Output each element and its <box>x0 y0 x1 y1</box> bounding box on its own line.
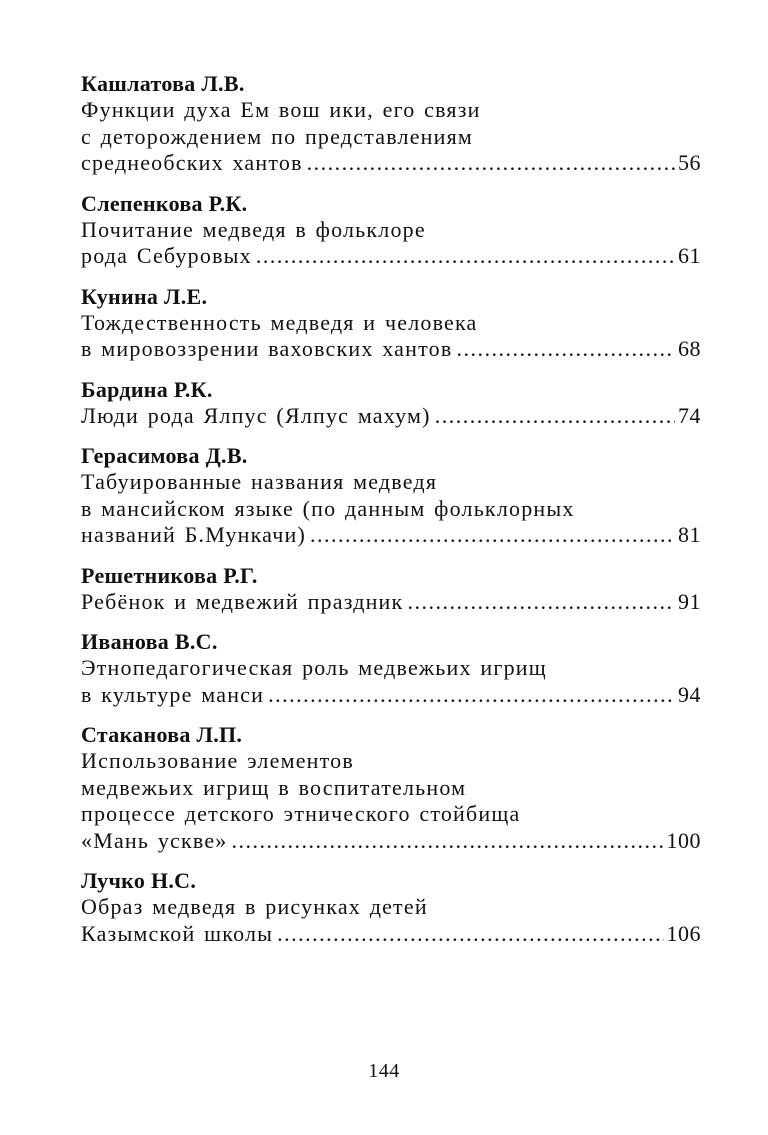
toc-entry-title-line: Тождественность медведя и человека <box>81 309 478 335</box>
toc-entry-author: Кунина Л.Е. <box>81 283 208 309</box>
toc-entry-page: 100 <box>666 827 701 853</box>
toc-entry-page: 81 <box>678 522 701 547</box>
toc-entry-title-line: с деторождением по представлениям <box>81 123 474 149</box>
toc-entry <box>81 628 701 708</box>
toc-entry-page: 68 <box>678 336 701 361</box>
toc-entry-title-line: Использование элементов <box>81 748 354 773</box>
toc-entry-author: Иванова В.С. <box>81 629 218 654</box>
toc-entry-last-line <box>81 522 701 549</box>
toc-entry-page: 61 <box>678 243 701 268</box>
page-number: 144 <box>368 1060 400 1082</box>
toc-entry <box>81 376 701 430</box>
toc-entry-last-line <box>81 403 701 430</box>
toc-entry-page: 94 <box>678 681 701 707</box>
toc-entry <box>81 562 701 616</box>
toc-entry-author: Лучко Н.С. <box>81 868 197 893</box>
toc-entry-last-line <box>81 589 701 616</box>
toc-entry-last-line <box>81 921 701 948</box>
toc-entry-author: Стаканова Л.П. <box>81 722 243 747</box>
toc-entry-title-line: Люди рода Ялпус (Ялпус махум) <box>81 402 431 428</box>
dot-leader <box>256 243 675 270</box>
toc-entry <box>81 190 701 270</box>
toc-entry-page: 74 <box>678 402 701 428</box>
toc-entry-title-line: Почитание медведя в фольклоре <box>81 216 426 242</box>
toc-entry-author: Решетникова Р.Г. <box>81 562 258 588</box>
toc-entry-title-line: Образ медведя в рисунках детей <box>81 894 428 919</box>
dot-leader <box>277 921 663 948</box>
toc-entry-author: Герасимова Д.В. <box>81 443 248 468</box>
toc-entry-page: 91 <box>678 588 701 614</box>
toc-entry-title-line: в культуре манси <box>81 681 265 707</box>
toc-entry-last-line <box>81 150 701 177</box>
table-of-contents <box>81 70 701 960</box>
toc-entry-title-line: «Мань ускве» <box>81 827 228 853</box>
dot-leader <box>456 336 675 363</box>
dot-leader <box>435 403 675 430</box>
dot-leader <box>407 589 675 616</box>
toc-entry-page: 106 <box>666 920 701 946</box>
toc-entry-title-line: Табуированные названия медведя <box>81 469 438 494</box>
toc-entry-title-line: названий Б.Мункачи) <box>81 522 307 547</box>
toc-entry-page: 56 <box>678 150 701 175</box>
toc-entry-title-line: среднеобских хантов <box>81 150 303 175</box>
dot-leader <box>232 828 664 855</box>
dot-leader <box>310 522 675 549</box>
toc-entry <box>81 70 701 177</box>
toc-entry-title-line: в мировоззрении ваховских хантов <box>81 336 453 361</box>
toc-entry-last-line <box>81 243 701 270</box>
toc-entry-title-line: рода Себуровых <box>81 243 252 268</box>
toc-entry-author: Бардина Р.К. <box>81 376 213 402</box>
toc-entry-title-line: Казымской школы <box>81 920 274 946</box>
dot-leader <box>307 150 675 177</box>
toc-entry-last-line <box>81 336 701 363</box>
toc-entry-title-line: процессе детского этнического стойбища <box>81 801 521 826</box>
toc-entry <box>81 721 701 854</box>
toc-entry-author: Слепенкова Р.К. <box>81 190 248 216</box>
toc-entry-last-line <box>81 682 701 709</box>
toc-entry <box>81 867 701 947</box>
toc-entry-title-line: в мансийском языке (по данным фольклорных <box>81 495 575 521</box>
toc-entry-title-line: медвежьих игрищ в воспитательном <box>81 774 467 800</box>
toc-entry-last-line <box>81 828 701 855</box>
toc-entry <box>81 283 701 363</box>
toc-entry <box>81 442 701 549</box>
toc-entry-title-line: Ребёнок и медвежий праздник <box>81 588 404 614</box>
toc-entry-author: Кашлатова Л.В. <box>81 71 245 96</box>
dot-leader <box>268 682 675 709</box>
toc-entry-title-line: Этнопедагогическая роль медвежьих игрищ <box>81 655 547 680</box>
toc-entry-title-line: Функции духа Ем вош ики, его связи <box>81 97 481 122</box>
